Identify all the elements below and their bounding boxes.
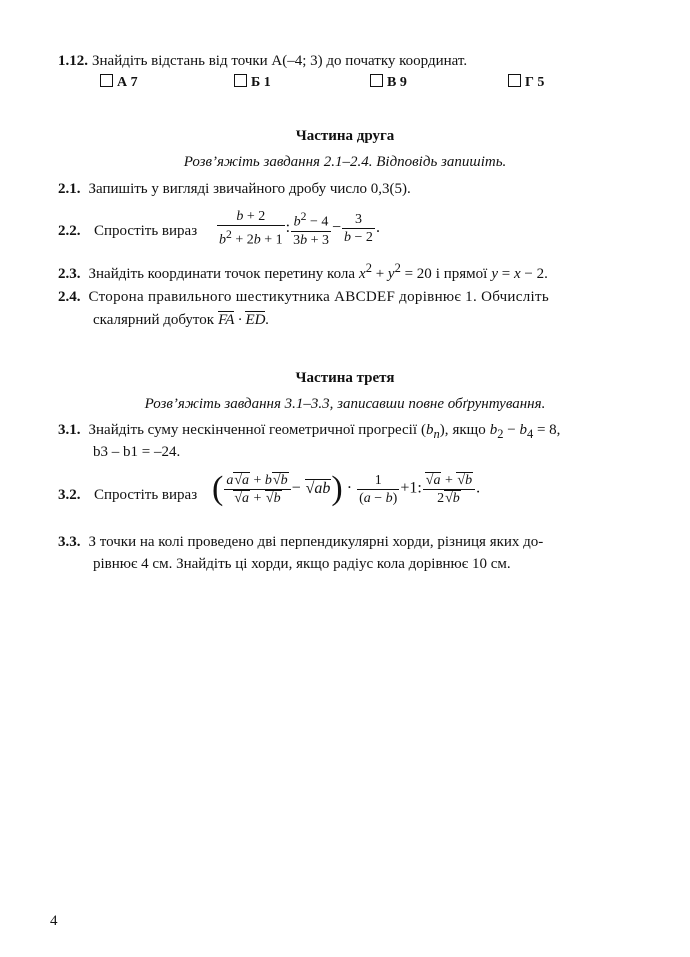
option-v[interactable]: В 9: [370, 74, 407, 91]
question-text: Знайдіть суму нескінченної геометричної прогресії: [88, 422, 417, 438]
checkbox-icon: [370, 74, 383, 87]
question-2-4: [58, 288, 678, 306]
question-number: 1.12.: [58, 53, 88, 69]
page-number: 4: [50, 913, 58, 929]
option-a[interactable]: А 7: [100, 74, 138, 91]
question-text: Знайдіть координати точок перетину кола: [88, 266, 356, 282]
circle-equation: $x^2 + y^2 = 20$: [359, 261, 432, 282]
question-number: 2.2.: [58, 223, 81, 239]
question-number: 2.1.: [58, 181, 81, 197]
question-3-3-line2: [93, 555, 673, 573]
part3-heading: Частина третя: [295, 370, 395, 386]
question-text: Знайдіть відстань від точки A(–4; 3) до початку координат.: [92, 53, 468, 69]
question-text-2: рівнює 4 см. Знайдіть ці хорди, якщо радіус кола дорівнює 10 см.: [93, 556, 511, 572]
question-text-2: скалярний добуток: [93, 312, 215, 328]
condition-2: b3 – b1 = –24.: [93, 444, 181, 460]
question-text: Запишіть у вигляді звичайного дробу число 0,3(5).: [88, 181, 411, 197]
question-text: З точки на колі проведено дві перпендикулярні хорди, різниця яких до-: [88, 534, 544, 550]
question-text: Сторона правильного шестикутника ABCDEF дорівнює 1. Обчисліть: [88, 289, 549, 305]
question-3-2: [58, 470, 678, 524]
question-text-2: якщо: [452, 422, 486, 438]
question-number: 3.1.: [58, 422, 81, 438]
question-2-2: [58, 208, 658, 256]
question-number: 3.3.: [58, 534, 81, 550]
question-text: Спростіть вираз: [94, 487, 198, 503]
part3-instruction: Розв’яжіть завдання 3.1–3.3, записавши повне обґрунтування.: [144, 396, 546, 412]
question-2-4-line2: [93, 311, 673, 329]
question-2-1: [58, 180, 658, 198]
question-text-2: і прямої: [435, 266, 488, 282]
checkbox-icon: [508, 74, 521, 87]
checkbox-icon: [100, 74, 113, 87]
part2-heading: Частина друга: [295, 128, 395, 144]
question-number: 2.4.: [58, 289, 81, 305]
option-g[interactable]: Г 5: [508, 74, 544, 91]
question-3-1-line2: [93, 443, 673, 461]
option-b[interactable]: Б 1: [234, 74, 271, 91]
question-3-3: [58, 533, 678, 551]
question-1-12: [58, 52, 658, 70]
line-equation: y = x − 2.: [491, 266, 548, 282]
expression-3-2: ( $\frac{a√a + b√b}{√a + √b}$ − √ab) · $\frac{1}{(a - b)}$ +1: $\frac{√a + √b}{2√b}$ .: [212, 470, 481, 507]
question-number: 3.2.: [58, 487, 81, 503]
checkbox-icon: [234, 74, 247, 87]
question-2-3: [58, 261, 678, 283]
sequence-symbol: $(b_n)$,: [420, 422, 449, 441]
part2-instruction: Розв’яжіть завдання 2.1–2.4. Відповідь запишіть.: [183, 154, 507, 170]
vector-product: FA · ED.: [218, 312, 270, 328]
question-text: Спростіть вираз: [94, 223, 198, 239]
condition-1: $b_2 - b_4 = 8$,: [489, 422, 561, 441]
question-3-1: [58, 421, 678, 442]
question-number: 2.3.: [58, 266, 81, 282]
expression-2-2: $\frac{b + 2}{b^2 + 2b + 1}$ : $\frac{b^2 - 4}{3b + 3}$ − $\frac{3}{b - 2}$ .: [219, 209, 380, 248]
